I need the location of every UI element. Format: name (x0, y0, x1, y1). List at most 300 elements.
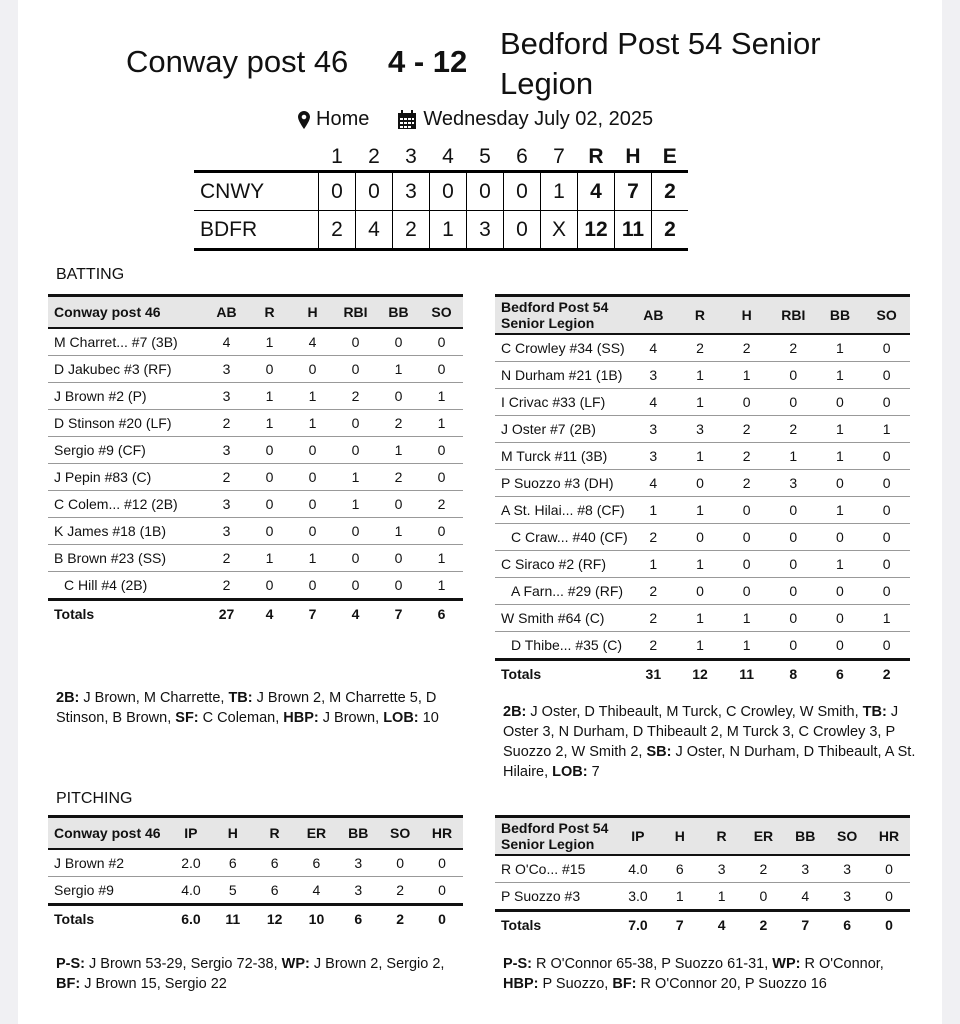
player-row (495, 551, 910, 578)
stat-cell: 4 (296, 877, 338, 905)
inning-score: 2 (319, 211, 356, 250)
stat-cell: 3 (630, 362, 677, 389)
player-row (495, 855, 910, 883)
note-key: P-S: (56, 956, 85, 972)
stat-cell: 1 (677, 605, 724, 632)
table-header-row (48, 296, 463, 329)
totals-label: Totals (48, 905, 170, 933)
note-key: TB: (228, 690, 253, 706)
stat-cell: 2 (205, 572, 248, 600)
inning-score: 4 (356, 211, 393, 250)
stat-cell: 0 (334, 545, 377, 572)
column-header: AB (205, 296, 248, 329)
calendar-icon (397, 110, 417, 130)
note-key: 2B: (56, 690, 80, 706)
player-name: M Turck #11 (3B) (495, 443, 630, 470)
stat-cell: 0 (420, 356, 463, 383)
away-pitching-table (48, 815, 463, 932)
stat-cell: 0 (723, 551, 770, 578)
stat-cell: 0 (868, 883, 910, 911)
stat-cell: 1 (291, 545, 334, 572)
stat-cell: 0 (863, 470, 910, 497)
linescore-h: 7 (615, 172, 652, 211)
stat-cell: 0 (334, 356, 377, 383)
note-value: J Brown 2, Sergio 2, (309, 956, 445, 972)
total-cell: 27 (205, 600, 248, 628)
stat-cell: 0 (334, 328, 377, 356)
stat-cell: 0 (377, 545, 420, 572)
stat-cell: 1 (817, 551, 864, 578)
note-key: P-S: (503, 956, 532, 972)
stat-cell: 0 (817, 470, 864, 497)
game-meta (298, 108, 653, 131)
inning-score: 0 (467, 172, 504, 211)
inning-score: X (541, 211, 578, 250)
player-row (495, 362, 910, 389)
stat-cell: 0 (863, 443, 910, 470)
stat-cell: 3 (337, 877, 379, 905)
column-header: BB (377, 296, 420, 329)
note-key: HBP: (503, 976, 539, 992)
linescore-header: 1 (331, 145, 343, 168)
note-value: 7 (587, 764, 600, 780)
column-header: SO (826, 817, 868, 856)
stat-cell: 0 (863, 632, 910, 660)
stat-cell: 1 (677, 632, 724, 660)
stat-cell: 0 (817, 389, 864, 416)
stat-cell: 1 (817, 362, 864, 389)
inning-score: 0 (319, 172, 356, 211)
linescore-h: 11 (615, 211, 652, 250)
table-header-row (48, 817, 463, 850)
stat-cell: 3 (205, 437, 248, 464)
stat-cell: 2.0 (170, 849, 212, 877)
linescore-r: 12 (578, 211, 615, 250)
map-pin-icon (298, 111, 310, 129)
column-header: H (723, 296, 770, 335)
stat-cell: 0 (677, 524, 724, 551)
total-cell: 4 (334, 600, 377, 628)
linescore-header: 6 (516, 145, 528, 168)
note-value: R O'Connor 20, P Suozzo 16 (636, 976, 827, 992)
player-name: J Oster #7 (2B) (495, 416, 630, 443)
player-row (495, 470, 910, 497)
home-batting-notes (503, 702, 923, 782)
stat-cell: 1 (291, 383, 334, 410)
note-key: BF: (612, 976, 637, 992)
stat-cell: 2 (723, 470, 770, 497)
stat-cell: 0 (770, 362, 817, 389)
total-cell: 0 (868, 911, 910, 939)
stat-cell: 4 (205, 328, 248, 356)
stat-cell: 0 (248, 356, 291, 383)
player-row (48, 545, 463, 572)
stat-cell: 1 (659, 883, 701, 911)
player-name: J Pepin #83 (C) (48, 464, 205, 491)
away-pitching-notes (56, 954, 456, 994)
stat-cell: 1 (420, 545, 463, 572)
totals-row (495, 911, 910, 939)
column-header: BB (784, 817, 826, 856)
stat-cell: 0 (291, 356, 334, 383)
stat-cell: 4 (291, 328, 334, 356)
column-header: SO (420, 296, 463, 329)
stat-cell: 3 (701, 855, 743, 883)
stat-cell: 6 (212, 849, 254, 877)
stat-cell: 0 (868, 855, 910, 883)
stat-cell: 0 (723, 497, 770, 524)
stat-cell: 1 (334, 491, 377, 518)
player-row (48, 491, 463, 518)
total-cell: 7 (659, 911, 701, 939)
stat-cell: 0 (817, 578, 864, 605)
stat-cell: 0 (770, 524, 817, 551)
stat-cell: 0 (291, 491, 334, 518)
player-name: I Crivac #33 (LF) (495, 389, 630, 416)
player-name: R O'Co... #15 (495, 855, 617, 883)
player-name: W Smith #64 (C) (495, 605, 630, 632)
stat-cell: 1 (677, 443, 724, 470)
home-pitching-table (495, 815, 910, 938)
note-key: WP: (281, 956, 310, 972)
inning-score: 0 (504, 172, 541, 211)
column-header: H (291, 296, 334, 329)
stat-cell: 1 (248, 383, 291, 410)
totals-row (48, 905, 463, 933)
stat-cell: 5 (212, 877, 254, 905)
stat-cell: 3 (770, 470, 817, 497)
player-name: P Suozzo #3 (DH) (495, 470, 630, 497)
column-header: H (212, 817, 254, 850)
stat-cell: 6 (296, 849, 338, 877)
stat-cell: 0 (377, 328, 420, 356)
stat-cell: 0 (817, 632, 864, 660)
stat-cell: 1 (723, 632, 770, 660)
column-header: IP (617, 817, 659, 856)
stat-cell: 2 (677, 334, 724, 362)
player-name: B Brown #23 (SS) (48, 545, 205, 572)
total-cell: 6 (826, 911, 868, 939)
player-name: J Brown #2 (P) (48, 383, 205, 410)
linescore-team: BDFR (194, 211, 319, 250)
column-header: IP (170, 817, 212, 850)
stat-cell: 0 (420, 464, 463, 491)
column-header: RBI (334, 296, 377, 329)
column-header: HR (421, 817, 463, 850)
linescore-header: 2 (368, 145, 380, 168)
stat-cell: 0 (723, 389, 770, 416)
total-cell: 0 (421, 905, 463, 933)
player-row (495, 632, 910, 660)
stat-cell: 2 (723, 443, 770, 470)
stat-cell: 2 (377, 410, 420, 437)
player-name: P Suozzo #3 (495, 883, 617, 911)
note-key: SF: (175, 710, 199, 726)
stat-cell: 0 (379, 849, 421, 877)
stat-cell: 4 (630, 389, 677, 416)
totals-row (48, 600, 463, 628)
stat-cell: 2 (205, 464, 248, 491)
stat-cell: 0 (863, 497, 910, 524)
stat-cell: 3 (337, 849, 379, 877)
stat-cell: 3 (205, 491, 248, 518)
column-header: SO (379, 817, 421, 850)
stat-cell: 1 (677, 497, 724, 524)
inning-score: 2 (393, 211, 430, 250)
stat-cell: 1 (291, 410, 334, 437)
stat-cell: 2 (770, 334, 817, 362)
stat-cell: 0 (334, 437, 377, 464)
stat-cell: 4.0 (170, 877, 212, 905)
total-cell: 8 (770, 660, 817, 688)
stat-cell: 1 (248, 545, 291, 572)
player-row (48, 437, 463, 464)
total-cell: 7.0 (617, 911, 659, 939)
total-cell: 4 (701, 911, 743, 939)
stat-cell: 1 (248, 328, 291, 356)
linescore-e: 2 (652, 211, 689, 250)
note-key: BF: (56, 976, 81, 992)
total-cell: 11 (212, 905, 254, 933)
stat-cell: 1 (677, 362, 724, 389)
linescore-header: R (588, 145, 604, 168)
player-name: N Durham #21 (1B) (495, 362, 630, 389)
note-key: HBP: (283, 710, 319, 726)
box-score-page (18, 0, 942, 1024)
stat-cell: 1 (817, 497, 864, 524)
stat-cell: 0 (334, 410, 377, 437)
player-row (48, 356, 463, 383)
final-score: 4 - 12 (388, 44, 468, 79)
note-value: C Coleman, (198, 710, 284, 726)
stat-cell: 1 (630, 551, 677, 578)
stat-cell: 0 (770, 389, 817, 416)
stat-cell: 2 (630, 605, 677, 632)
player-name: M Charret... #7 (3B) (48, 328, 205, 356)
stat-cell: 0 (817, 605, 864, 632)
stat-cell: 4 (784, 883, 826, 911)
note-value: 10 (418, 710, 439, 726)
stat-cell: 0 (723, 524, 770, 551)
stat-cell: 3 (205, 518, 248, 545)
stat-cell: 1 (863, 416, 910, 443)
column-header: RBI (770, 296, 817, 335)
stat-cell: 0 (248, 518, 291, 545)
stat-cell: 1 (817, 334, 864, 362)
note-key: TB: (862, 704, 887, 720)
stat-cell: 0 (677, 470, 724, 497)
note-value: J Brown 15, Sergio 22 (80, 976, 227, 992)
stat-cell: 1 (677, 389, 724, 416)
column-header: SO (863, 296, 910, 335)
stat-cell: 2 (630, 632, 677, 660)
stat-cell: 2 (630, 578, 677, 605)
player-name: C Hill #4 (2B) (48, 572, 205, 600)
player-row (495, 524, 910, 551)
player-name: K James #18 (1B) (48, 518, 205, 545)
column-header: H (659, 817, 701, 856)
table-header-row (495, 817, 910, 856)
totals-label: Totals (495, 660, 630, 688)
stat-cell: 2 (723, 416, 770, 443)
stat-cell: 0 (817, 524, 864, 551)
stat-cell: 3 (784, 855, 826, 883)
stat-cell: 2 (743, 855, 785, 883)
stat-cell: 3 (205, 356, 248, 383)
stat-cell: 0 (863, 551, 910, 578)
linescore-e: 2 (652, 172, 689, 211)
note-key: 2B: (503, 704, 527, 720)
player-row (495, 883, 910, 911)
player-row (495, 497, 910, 524)
stat-cell: 2 (377, 464, 420, 491)
player-row (48, 518, 463, 545)
note-value: R O'Connor 65-38, P Suozzo 61-31, (532, 956, 773, 972)
stat-cell: 0 (248, 437, 291, 464)
stat-cell: 2 (205, 410, 248, 437)
stat-cell: 0 (420, 328, 463, 356)
stat-cell: 6 (659, 855, 701, 883)
away-batting-table (48, 294, 463, 627)
player-name: D Jakubec #3 (RF) (48, 356, 205, 383)
inning-score: 1 (541, 172, 578, 211)
stat-cell: 0 (863, 362, 910, 389)
stat-cell: 0 (770, 605, 817, 632)
stat-cell: 1 (248, 410, 291, 437)
stat-cell: 0 (770, 632, 817, 660)
stat-cell: 1 (723, 362, 770, 389)
total-cell: 4 (248, 600, 291, 628)
note-key: LOB: (552, 764, 588, 780)
linescore-header: H (625, 145, 641, 168)
note-value: J Brown 53-29, Sergio 72-38, (85, 956, 282, 972)
note-key: WP: (772, 956, 801, 972)
stat-cell: 0 (377, 383, 420, 410)
note-key: SB: (646, 744, 672, 760)
stat-cell: 0 (334, 518, 377, 545)
stat-cell: 6 (254, 877, 296, 905)
linescore-row (194, 211, 688, 250)
stat-cell: 1 (817, 416, 864, 443)
stat-cell: 0 (248, 572, 291, 600)
total-cell: 7 (377, 600, 420, 628)
total-cell: 12 (677, 660, 724, 688)
stat-cell: 1 (420, 410, 463, 437)
stat-cell: 1 (377, 518, 420, 545)
inning-score: 3 (467, 211, 504, 250)
inning-score: 0 (504, 211, 541, 250)
team-name-header: Bedford Post 54 Senior Legion (495, 296, 630, 335)
stat-cell: 3 (826, 883, 868, 911)
away-batting-notes (56, 688, 456, 728)
player-name: C Crowley #34 (SS) (495, 334, 630, 362)
stat-cell: 0 (291, 464, 334, 491)
stat-cell: 1 (420, 572, 463, 600)
player-name: C Siraco #2 (RF) (495, 551, 630, 578)
game-date: Wednesday July 02, 2025 (423, 108, 654, 130)
team-name-header: Bedford Post 54 Senior Legion (495, 817, 617, 856)
inning-score: 0 (430, 172, 467, 211)
player-row (48, 877, 463, 905)
team-name-header: Conway post 46 (48, 817, 170, 850)
column-header: BB (817, 296, 864, 335)
inning-score: 1 (430, 211, 467, 250)
stat-cell: 0 (770, 497, 817, 524)
stat-cell: 1 (770, 443, 817, 470)
player-row (48, 464, 463, 491)
stat-cell: 0 (677, 578, 724, 605)
player-name: C Craw... #40 (CF) (495, 524, 630, 551)
location: Home (316, 108, 370, 130)
home-pitching-notes (503, 954, 923, 994)
stat-cell: 4 (630, 334, 677, 362)
stat-cell: 3 (630, 416, 677, 443)
home-batting-table (495, 294, 910, 687)
stat-cell: 0 (291, 437, 334, 464)
stat-cell: 3 (677, 416, 724, 443)
totals-label: Totals (48, 600, 205, 628)
away-team-name: Conway post 46 (126, 44, 349, 79)
stat-cell: 0 (863, 389, 910, 416)
note-value: J Oster, N Durham, D Thibeault, A St. Hilaire, (503, 744, 916, 780)
pitching-heading: PITCHING (56, 790, 133, 807)
total-cell: 7 (784, 911, 826, 939)
total-cell: 2 (379, 905, 421, 933)
stat-cell: 1 (677, 551, 724, 578)
batting-heading: BATTING (56, 266, 125, 283)
stat-cell: 1 (723, 605, 770, 632)
stat-cell: 0 (863, 334, 910, 362)
linescore-header: 7 (553, 145, 565, 168)
stat-cell: 1 (377, 356, 420, 383)
total-cell: 7 (291, 600, 334, 628)
stat-cell: 0 (291, 518, 334, 545)
linescore-row (194, 172, 688, 211)
column-header: BB (337, 817, 379, 850)
column-header: AB (630, 296, 677, 335)
linescore-header: E (662, 145, 677, 168)
linescore-corner (194, 144, 319, 172)
total-cell: 11 (723, 660, 770, 688)
total-cell: 6 (817, 660, 864, 688)
player-name: A Farn... #29 (RF) (495, 578, 630, 605)
inning-score: 0 (356, 172, 393, 211)
note-key: LOB: (383, 710, 419, 726)
column-header: R (677, 296, 724, 335)
stat-cell: 0 (421, 877, 463, 905)
stat-cell: 0 (863, 578, 910, 605)
player-name: J Brown #2 (48, 849, 170, 877)
stat-cell: 0 (248, 464, 291, 491)
column-header: ER (296, 817, 338, 850)
note-value: J Brown 2, M Charrette 5, D Stinson, B Brown, (56, 690, 437, 726)
note-value: J Brown, M Charrette, (79, 690, 229, 706)
column-header: ER (743, 817, 785, 856)
player-name: A St. Hilai... #8 (CF) (495, 497, 630, 524)
linescore-team: CNWY (194, 172, 319, 211)
player-name: Sergio #9 (CF) (48, 437, 205, 464)
stat-cell: 0 (770, 551, 817, 578)
total-cell: 31 (630, 660, 677, 688)
stat-cell: 0 (291, 572, 334, 600)
player-row (495, 334, 910, 362)
stat-cell: 0 (377, 572, 420, 600)
total-cell: 6 (337, 905, 379, 933)
stat-cell: 0 (743, 883, 785, 911)
stat-cell: 1 (701, 883, 743, 911)
linescore-r: 4 (578, 172, 615, 211)
total-cell: 6.0 (170, 905, 212, 933)
